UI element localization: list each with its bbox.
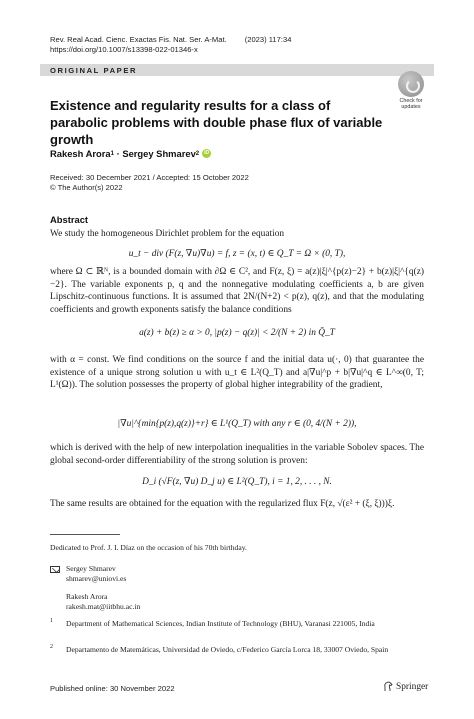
author-1-affil: 1 — [110, 150, 114, 157]
equation-1: u_t − div (F(z, ∇u)∇u) = f, z = (x, t) ∈ Q_T = Ω × (0, T), — [128, 249, 346, 259]
equation-3: |∇u|^{min{p(z),q(z)}+r} ∈ L¹(Q_T) with any r ∈ (0, 4/(N + 2)), — [117, 419, 357, 429]
journal-issue: (2023) 117:34 — [244, 35, 292, 44]
author-list — [50, 148, 211, 159]
envelope-icon — [50, 566, 60, 573]
affiliation-1-number: 1 — [50, 618, 53, 624]
abstract-paragraph-2: where Ω ⊂ ℝᴺ, is a bounded domain with ∂Ω ∈ C², and F(z, ξ) = a(z)|ξ|^{p(z)−2} + b(z)|ξ|^{q(z)−2}. The variable exponents p, q and the nonnegative modulating coefficients a, b are given Lipschitz-continuous functions. It is assumed that 2N/(N+2) < p(z), q(z), and that the modulating coefficients and growth exponents satisfy the balance conditions — [50, 267, 424, 315]
author-1[interactable]: Rakesh Arora — [50, 148, 111, 159]
journal-name: Rev. Real Acad. Cienc. Exactas Fis. Nat. Ser. A-Mat. — [50, 35, 227, 44]
check-updates-line2: updates — [401, 104, 421, 110]
paper-title: Existence and regularity results for a class of parabolic problems with double phase flux of variable growth — [50, 98, 383, 147]
equation-4: D_i (√F(z, ∇u) D_j u) ∈ L²(Q_T), i = 1, 2, . . . , N. — [142, 477, 332, 487]
contact-2 — [66, 592, 140, 612]
contact-1 — [66, 564, 126, 584]
publisher-name: Springer — [396, 681, 429, 692]
author-separator: · — [113, 148, 123, 159]
dedication: Dedicated to Prof. J. I. Díaz on the occasion of his 70th birthday. — [50, 543, 247, 552]
doi-link[interactable]: https://doi.org/10.1007/s13398-022-01346-x — [50, 45, 198, 54]
contact-2-email[interactable]: rakesh.mat@iitbhu.ac.in — [66, 602, 141, 611]
running-header — [50, 35, 291, 55]
orcid-icon[interactable]: iD — [204, 150, 210, 156]
article-type-label: ORIGINAL PAPER — [50, 66, 138, 75]
check-updates-line1: Check for — [399, 98, 423, 104]
equation-2: a(z) + b(z) ≥ α > 0, |p(z) − q(z)| < 2/(N + 2) in Q̄_T — [139, 328, 335, 338]
affiliation-1: Department of Mathematical Sciences, Indian Institute of Technology (BHU), Varanasi 221005, India — [66, 619, 375, 628]
article-dates — [50, 173, 249, 193]
affiliation-2: Departamento de Matemáticas, Universidad de Oviedo, c/Federico García Lorca 18, 33007 Oviedo, Spain — [66, 645, 389, 654]
abstract-paragraph-1: We study the homogeneous Dirichlet problem for the equation — [50, 229, 285, 239]
abstract-paragraph-4: which is derived with the help of new interpolation inequalities in the variable Sobolev spaces. The global second-order differentiability of the strong solution is proven: — [50, 443, 424, 466]
author-2-affil: 2 — [195, 150, 200, 157]
author-2[interactable]: Sergey Shmarev — [122, 148, 196, 159]
abstract-paragraph-5: The same results are obtained for the equation with the regularized flux F(z, √(ε² + (ξ, ξ)))ξ. — [50, 499, 395, 509]
contact-1-name: Sergey Shmarev — [66, 564, 116, 573]
publisher-logo — [383, 681, 428, 692]
check-updates-icon — [398, 71, 424, 97]
contact-2-name: Rakesh Arora — [66, 592, 108, 601]
published-online: Published online: 30 November 2022 — [50, 684, 175, 693]
springer-horse-icon — [383, 681, 393, 692]
contact-1-email[interactable]: shmarev@uniovi.es — [66, 574, 127, 583]
check-for-updates-badge[interactable] — [393, 71, 429, 110]
received-accepted: Received: 30 December 2021 / Accepted: 15 October 2022 — [50, 173, 249, 182]
footnote-rule — [50, 534, 120, 535]
abstract-paragraph-3: with α = const. We find conditions on the source f and the initial data u(·, 0) that guarantee the existence of a unique strong solution u with u_t ∈ L²(Q_T) and a|∇u|^p + b|∇u|^q ∈ L^∞(0, T; L¹(Ω)). The solution possesses the property of global higher integrability of the gradient, — [50, 355, 424, 391]
copyright: © The Author(s) 2022 — [50, 183, 123, 192]
affiliation-2-number: 2 — [50, 644, 53, 650]
abstract-heading: Abstract — [50, 214, 89, 225]
